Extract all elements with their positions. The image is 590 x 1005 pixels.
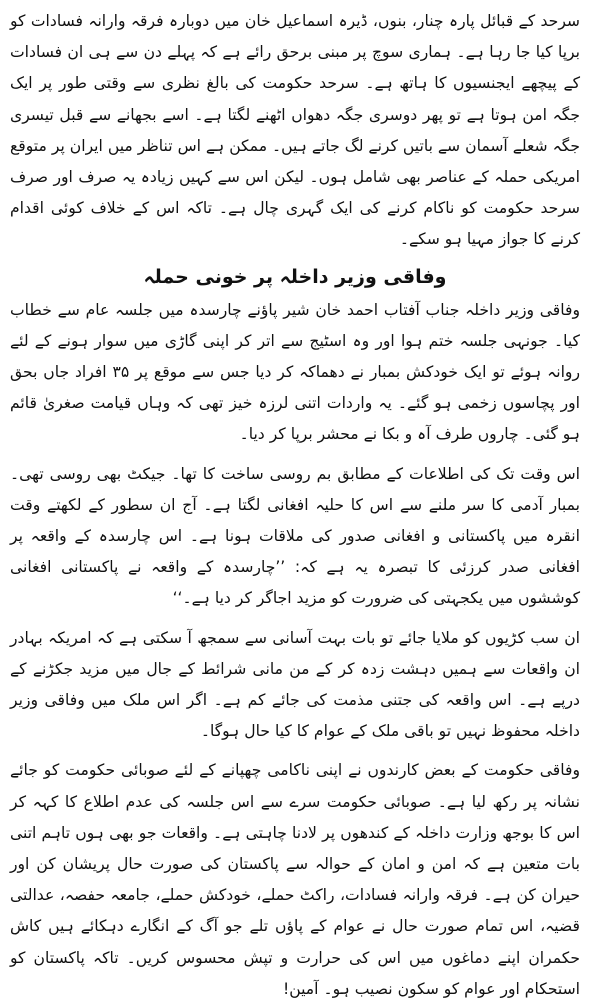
- paragraph-conclusion: وفاقی حکومت کے بعض کارندوں نے اپنی ناکامی چھپانے کے لئے صوبائی حکومت کو جائے نشانہ پر رکھ لیا ہے۔ صوبائی حکومت سرے سے اس جلسہ کی عدم اطلاع کا کہہ کر اس کا بوجھ وزارت داخلہ کے کندھوں پر لادنا چاہتی ہے۔ واقعات جو بھی ہوں تاہم اتنی بات متعین ہے کہ امن و امان کے حوالہ سے پاکستان کی صورت حال پریشان کن اور حیران کن ہے۔ فرقہ وارانہ فسادات، راکٹ حملے، خودکش حملے، جامعہ حفصہ، عدالتی قضیہ، اس تمام صورت حال نے عوام کے پاؤں تلے جو آگ کے انگارے دہکائے ہیں کاش حکمران اپنے دماغوں میں اس کی حرارت و تپش محسوس کریں۔ تاکہ پاکستان کو استحکام اور عوام کو سکون نصیب ہو۔ آمین!: [10, 761, 580, 998]
- paragraph-analysis: ان سب کڑیوں کو ملایا جائے تو بات بہت آسانی سے سمجھ آ سکتی ہے کہ امریکہ بہادر ان واقعات سے ہمیں دہشت زدہ کر کے من مانی شرائط کے جال میں مزید جکڑنے کے درپے ہے۔ اس واقعہ کی جتنی مذمت کی جائے کم ہے۔ اگر اس ملک میں وفاقی وزیر داخلہ محفوظ نہیں تو باقی ملک کے عوام کا کیا حال ہوگا۔: [10, 628, 580, 741]
- section-heading: وفاقی وزیر داخلہ پر خونی حملہ: [143, 265, 447, 288]
- paragraph-investigation: اس وقت تک کی اطلاعات کے مطابق بم روسی ساخت کا تھا۔ جیکٹ بھی روسی تھی۔ بمبار آدمی کا سر ملنے سے اس کا حلیہ افغانی لگتا ہے۔ آج ان سطور کے لکھتے وقت انقرہ میں پاکستانی و افغانی صدور کی ملاقات ہونا ہے۔ اس چارسدہ کے واقعہ پر افغانی صدر کرزئی کا تبصرہ یہ ہے کہ: ’’چارسدہ کے واقعہ نے پاکستانی افغانی کوششوں میں یکجہتی کی ضرورت کو مزید اجاگر کر دیا ہے۔‘‘: [10, 464, 580, 608]
- paragraph-sarhad-unrest: سرحد کے قبائل پارہ چنار، بنوں، ڈیرہ اسماعیل خان میں دوبارہ فرقہ وارانہ فسادات کو برپا کیا جا رہا ہے۔ ہماری سوچ پر مبنی برحق رائے ہے کہ پہلے دن سے ہی ان فسادات کے پیچھے ایجنسیوں کا ہاتھ ہے۔ سرحد حکومت کی بالغ نظری سے وقتی طور پر ایک جگہ امن ہوتا ہے تو پھر دوسری جگہ دھواں اٹھنے لگتا ہے۔ اسے بجھانے سے قبل تیسری جگہ شعلے آسمان سے باتیں کرنے لگ جاتے ہیں۔ ممکن ہے اس تناظر میں ایران پر متوقع امریکی حملہ کے عناصر بھی شامل ہوں۔ لیکن اس سے کہیں زیادہ یہ صرف اور صرف سرحد حکومت کو ناکام کرنے کی ایک گہری چال ہے۔ تاکہ اس کے خلاف کوئی اقدام کرنے کا جواز مہیا ہو سکے۔: [10, 12, 580, 249]
- paragraph-charsadda-attack: وفاقی وزیر داخلہ جناب آفتاب احمد خان شیر پاؤنے چارسدہ میں جلسہ عام سے خطاب کیا۔ جونہی جلسہ ختم ہوا اور وہ اسٹیج سے اتر کر اپنی گاڑی میں سوار ہونے کے لئے روانہ ہوئے تو ایک خودکش بمبار نے دھماکہ کر دیا جس سے موقع پر ۳۵ افراد جاں بحق اور پچاسوں زخمی ہو گئے۔ یہ واردات اتنی لرزہ خیز تھی کہ وہاں قیامت صغریٰ قائم ہو گئی۔ چاروں طرف آہ و بکا نے محشر برپا کر دیا۔: [10, 300, 580, 444]
